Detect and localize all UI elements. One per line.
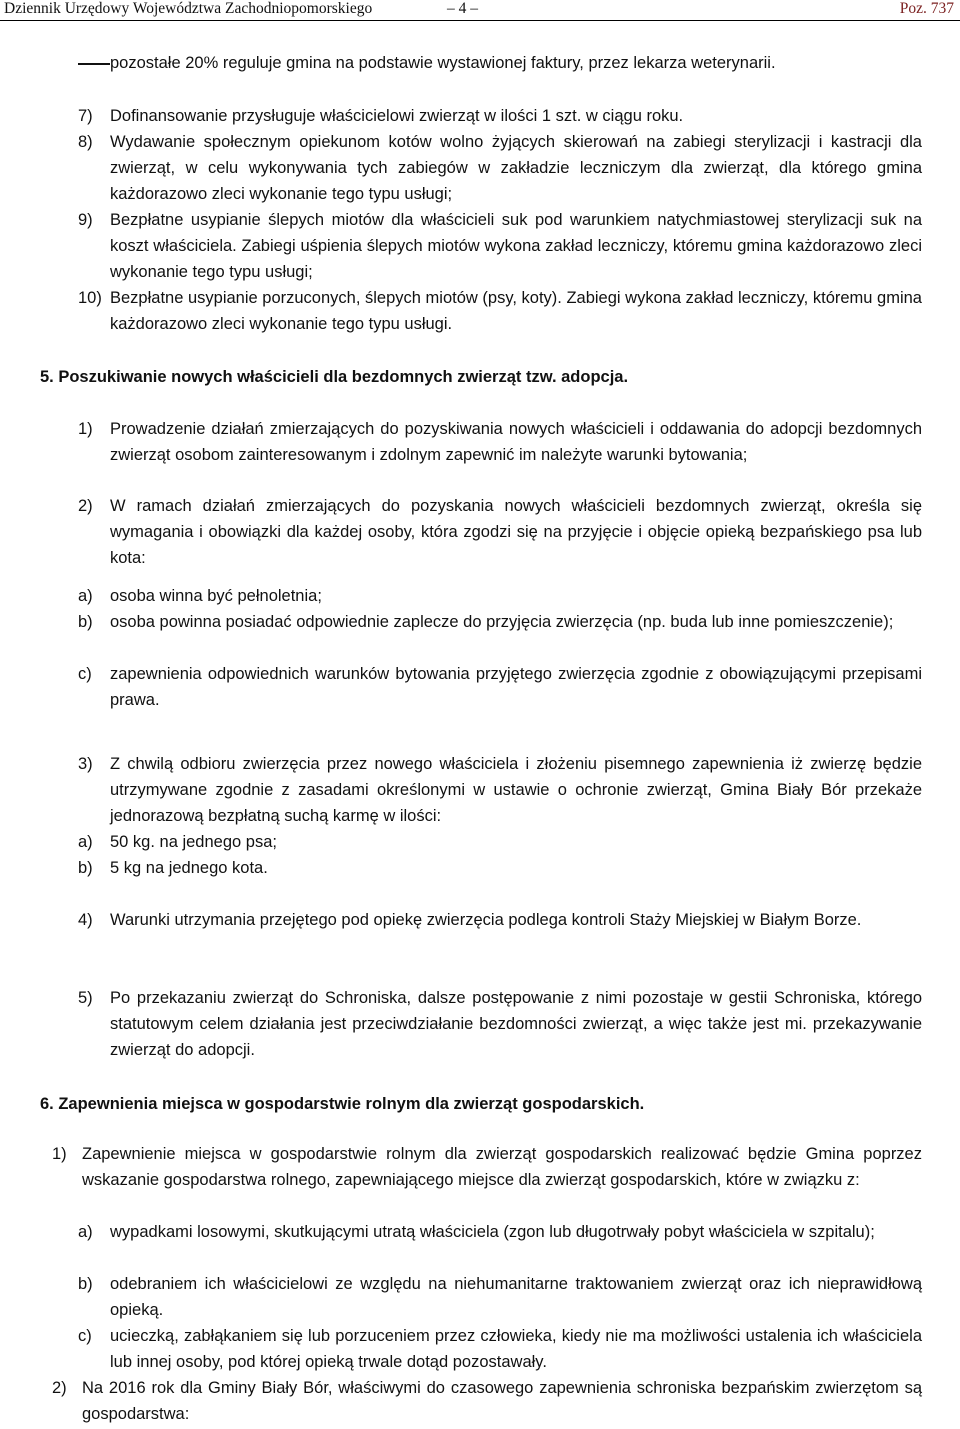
- s6-c-text: ucieczką, zabłąkaniem się lub porzuceniem przez człowieka, kiedy nie ma możliwości ustalenia ich właściciela lub innej osoby, pod której opieką trwale dotąd pozostawały.: [110, 1327, 922, 1371]
- item-10-number: 10): [78, 289, 102, 307]
- dash-bullet: [78, 63, 110, 65]
- s6-b-label: b): [78, 1275, 93, 1293]
- s5-3b-label: b): [78, 859, 93, 877]
- position-number: Poz. 737: [899, 0, 954, 17]
- s6-item-2-number: 2): [52, 1379, 67, 1397]
- s5-b-text: osoba powinna posiadać odpowiednie zaplecze do przyjęcia zwierzęcia (np. buda lub inne pomieszczenie);: [110, 613, 894, 631]
- s5-item-5-text: Po przekazaniu zwierząt do Schroniska, dalsze postępowanie z nimi pozostaje w gestii Schroniska, którego statutowym celem działania jest przeciwdziałanie bezdomności zwierząt, a więc także jest mi. przekazywanie zwierząt do adopcji.: [110, 989, 922, 1059]
- s5-a-text: osoba winna być pełnoletnia;: [110, 587, 322, 605]
- s5-item-3-text: Z chwilą odbioru zwierzęcia przez nowego właściciela i złożeniu pisemnego zapewnienia iż zwierzę będzie utrzymywane zgodnie z zasadami określonymi w ustawie o ochronie zwierząt, Gmina Biały Bór przekaże jednorazową bezpłatną suchą karmę w ilości:: [110, 755, 922, 825]
- s5-item-2-text: W ramach działań zmierzających do pozyskania nowych właścicieli bezdomnych zwierząt, określa się wymagania i obowiązki dla każdej osoby, która zgodzi się na przyjęcie i objęcie opieką bezpańskiego psa lub kota:: [110, 497, 922, 567]
- item-8-text: Wydawanie społecznym opiekunom kotów wolno żyjących skierowań na zabiegi sterylizacji i kastracji dla zwierząt, w celu wykonywania tych zabiegów w zakładzie leczniczym dla zwierząt, dla którego gmina każdorazowo zleci wykonanie tego typu usługi;: [110, 133, 922, 203]
- s5-3b-text: 5 kg na jednego kota.: [110, 859, 268, 877]
- s5-item-1-number: 1): [78, 420, 93, 438]
- s5-item-5-number: 5): [78, 989, 93, 1007]
- s5-3a-text: 50 kg. na jednego psa;: [110, 833, 277, 851]
- item-7-number: 7): [78, 107, 93, 125]
- s6-item-2-text: Na 2016 rok dla Gminy Biały Bór, właściwymi do czasowego zapewnienia schroniska bezpańskim zwierzętom są gospodarstwa:: [82, 1379, 922, 1423]
- item-8-number: 8): [78, 133, 93, 151]
- s6-a-label: a): [78, 1223, 93, 1241]
- s5-item-1-text: Prowadzenie działań zmierzających do pozyskiwania nowych właścicieli i oddawania do adopcji bezdomnych zwierząt osobom zainteresowanym i zdolnym zapewnić im należyte warunki bytowania;: [110, 420, 922, 464]
- s5-3a-label: a): [78, 833, 93, 851]
- s5-c-label: c): [78, 665, 92, 683]
- dash-item-text: pozostałe 20% reguluje gmina na podstawie wystawionej faktury, przez lekarza weterynarii.: [110, 54, 776, 72]
- s5-a-label: a): [78, 587, 93, 605]
- item-9-text: Bezpłatne usypianie ślepych miotów dla właścicieli suk pod warunkiem natychmiastowej sterylizacji suk na koszt właściciela. Zabiegi uśpienia ślepych miotów wykona zakład leczniczy, któremu gmina każdorazowo zleci wykonanie tego typu usługi;: [110, 211, 922, 281]
- s5-item-4-number: 4): [78, 911, 93, 929]
- s5-item-2-number: 2): [78, 497, 93, 515]
- header-divider: [0, 20, 960, 21]
- s6-item-1-number: 1): [52, 1145, 67, 1163]
- page-number: – 4 –: [447, 0, 478, 17]
- section-6-heading: 6. Zapewnienia miejsca w gospodarstwie rolnym dla zwierząt gospodarskich.: [40, 1095, 645, 1113]
- s5-b-label: b): [78, 613, 93, 631]
- s6-c-label: c): [78, 1327, 92, 1345]
- s6-b-text: odebraniem ich właścicielowi ze względu na niehumanitarne traktowaniem zwierząt oraz ich nieprawidłową opieką.: [110, 1275, 922, 1319]
- item-10-text: Bezpłatne usypianie porzuconych, ślepych miotów (psy, koty). Zabiegi wykona zakład leczniczy, któremu gmina każdorazowo zleci wykonanie tego typu usługi.: [110, 289, 922, 333]
- page-header: [0, 0, 960, 22]
- item-7-text: Dofinansowanie przysługuje właścicielowi zwierząt w ilości 1 szt. w ciągu roku.: [110, 107, 684, 125]
- journal-title: Dziennik Urzędowy Województwa Zachodniopomorskiego: [4, 0, 373, 17]
- s5-c-text: zapewnienia odpowiednich warunków bytowania przyjętego zwierzęcia zgodnie z obowiązującymi przepisami prawa.: [110, 665, 922, 709]
- section-5-heading: 5. Poszukiwanie nowych właścicieli dla bezdomnych zwierząt tzw. adopcja.: [40, 368, 629, 386]
- s5-item-4-text: Warunki utrzymania przejętego pod opiekę zwierzęcia podlega kontroli Staży Miejskiej w Białym Borze.: [110, 911, 862, 929]
- s6-a-text: wypadkami losowymi, skutkującymi utratą właściciela (zgon lub długotrwały pobyt właściciela w szpitalu);: [110, 1223, 875, 1241]
- s6-item-1-text: Zapewnienie miejsca w gospodarstwie rolnym dla zwierząt gospodarskich realizować będzie Gmina poprzez wskazanie gospodarstwa rolnego, zapewniającego miejsce dla zwierząt gospodarskich, które w związku z:: [82, 1145, 922, 1189]
- item-9-number: 9): [78, 211, 93, 229]
- s5-item-3-number: 3): [78, 755, 93, 773]
